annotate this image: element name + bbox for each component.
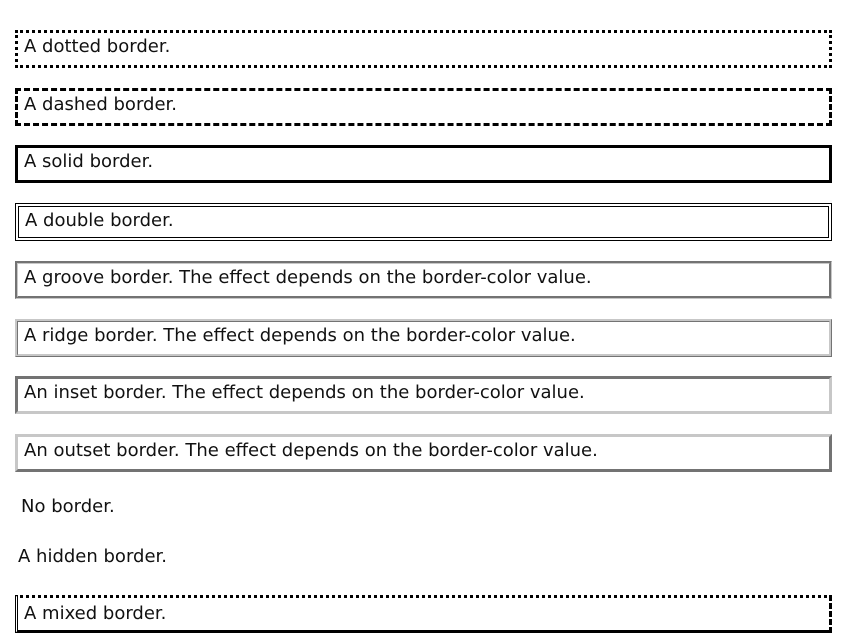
hidden-border-paragraph: A hidden border. — [18, 546, 167, 567]
double-border-paragraph: A double border. — [15, 203, 832, 241]
dashed-border-paragraph: A dashed border. — [15, 88, 832, 126]
dotted-border-paragraph: A dotted border. — [15, 30, 832, 68]
outset-border-paragraph: An outset border. The effect depends on the border-color value. — [15, 434, 832, 472]
mixed-border-paragraph: A mixed border. — [15, 595, 832, 633]
solid-border-paragraph: A solid border. — [15, 145, 832, 183]
ridge-border-paragraph: A ridge border. The effect depends on the border-color value. — [15, 319, 832, 357]
no-border-paragraph: No border. — [21, 496, 115, 517]
inset-border-paragraph: An inset border. The effect depends on the border-color value. — [15, 376, 832, 414]
groove-border-paragraph: A groove border. The effect depends on the border-color value. — [15, 261, 832, 299]
